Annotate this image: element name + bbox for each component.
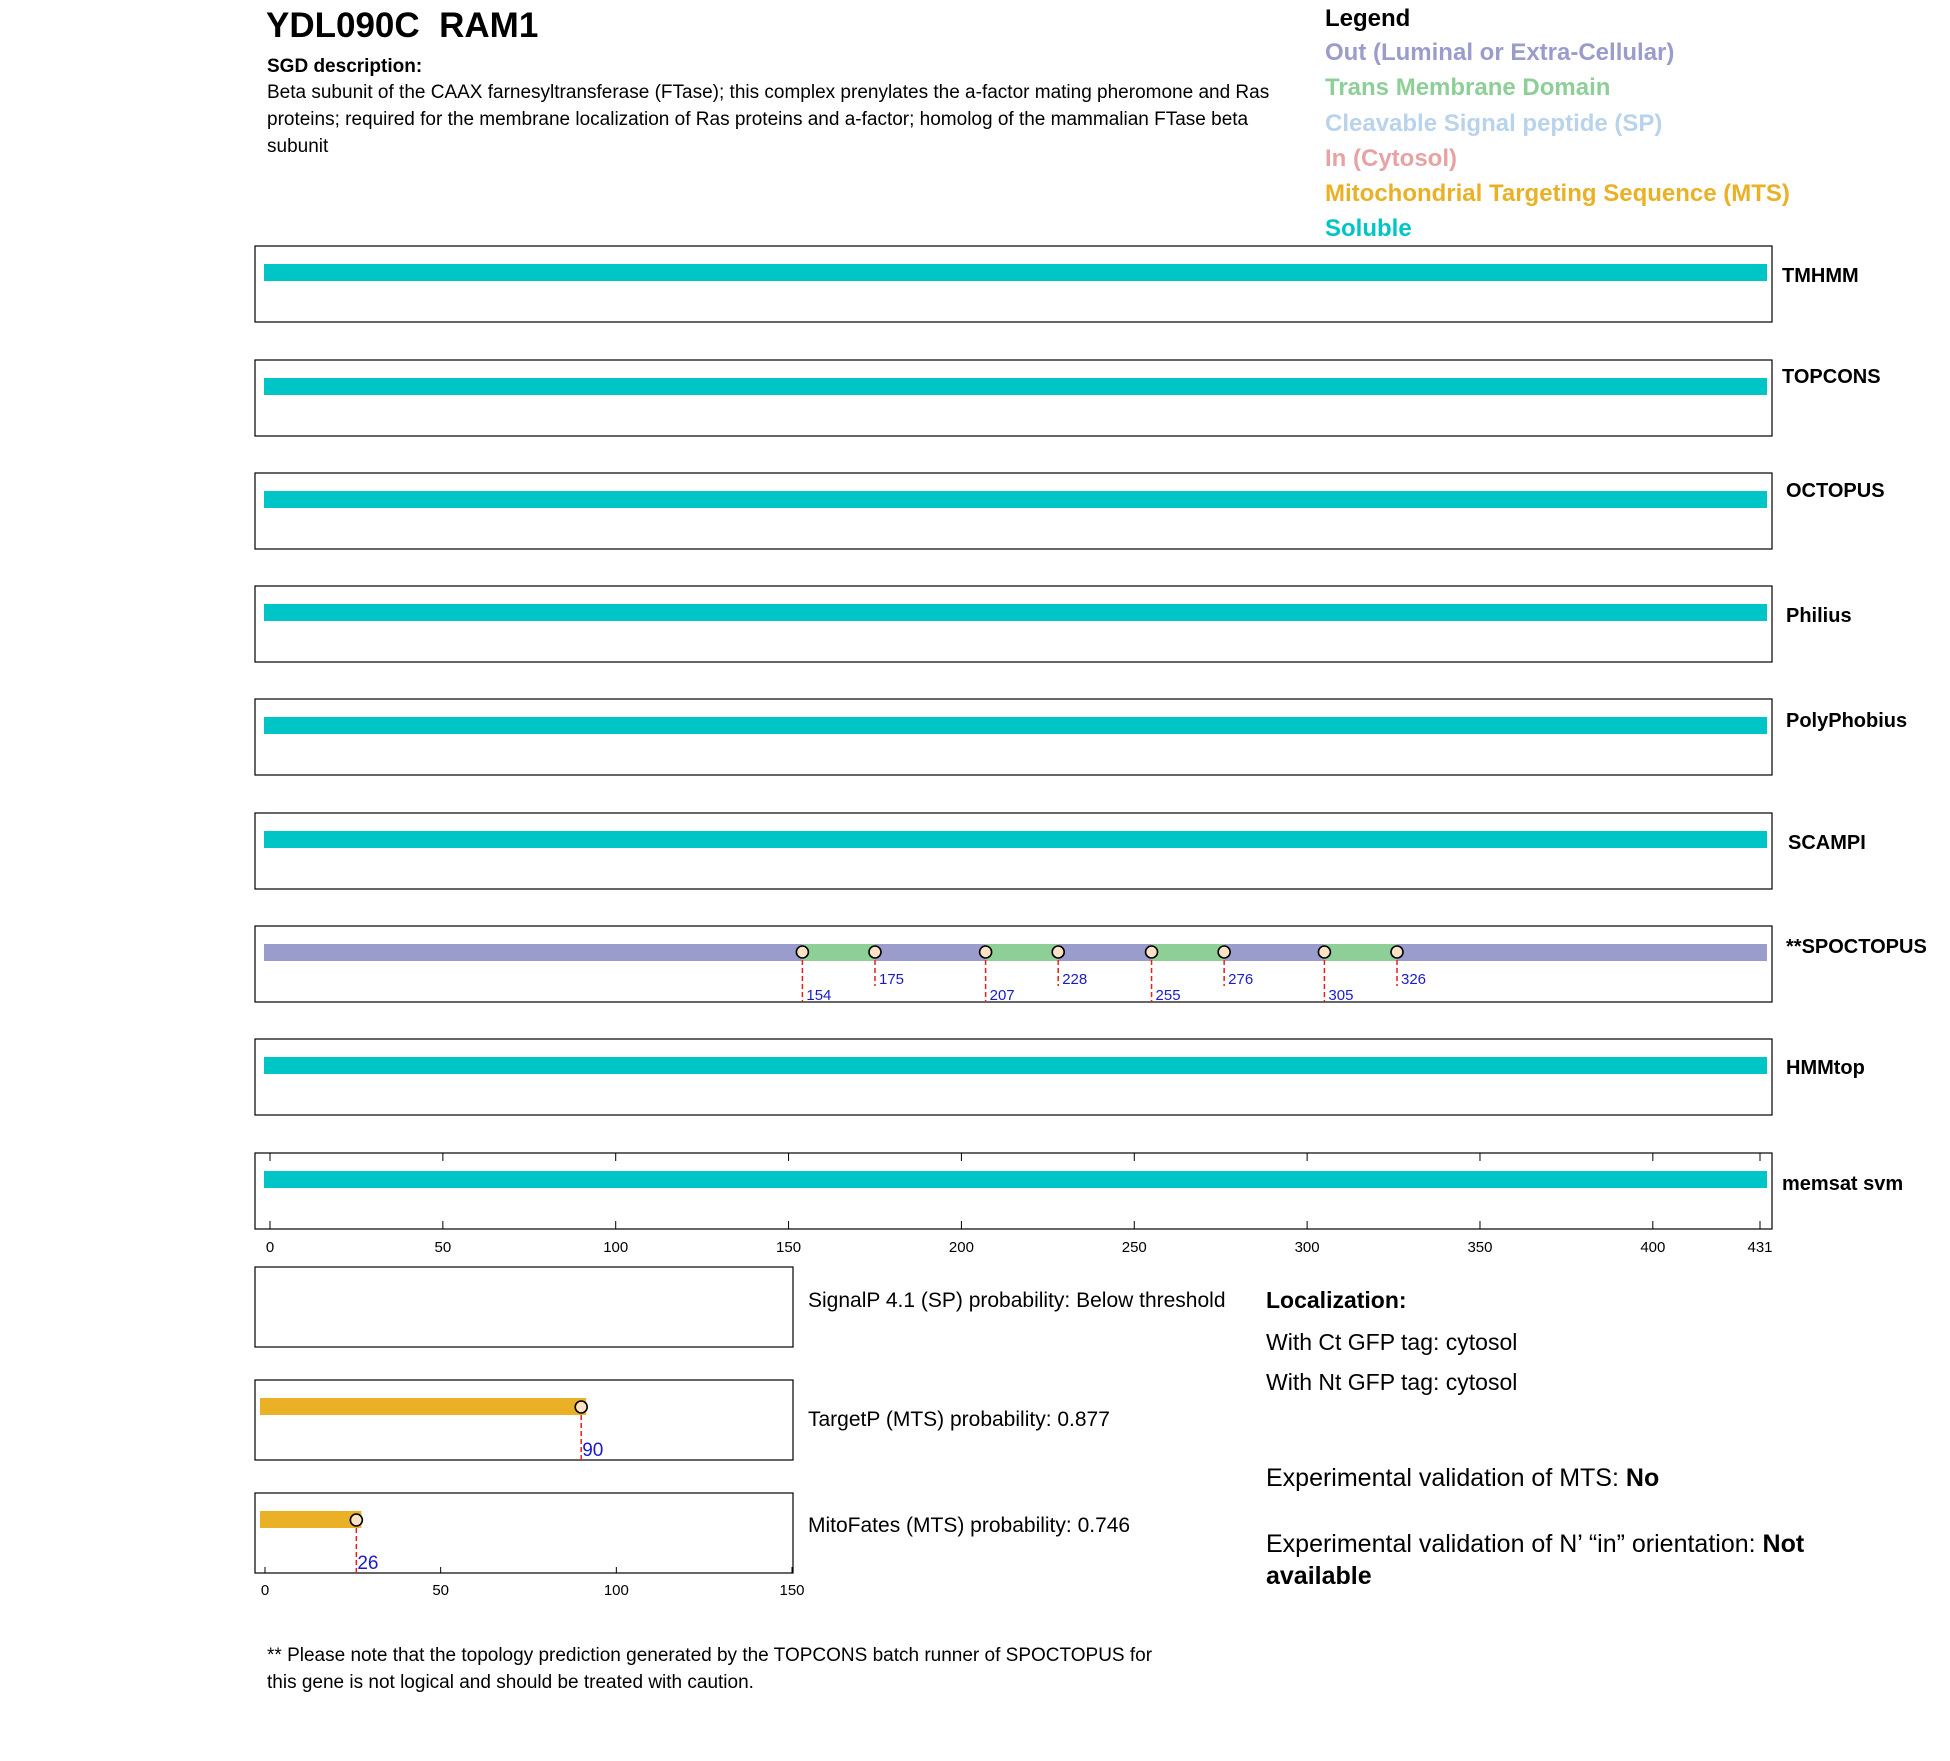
track-label: TOPCONS [1782, 366, 1881, 388]
legend-title: Legend [1325, 5, 1411, 32]
orientation-validation-prefix: Experimental validation of N’ “in” orientation: [1266, 1530, 1763, 1558]
track-label: Philius [1786, 605, 1852, 627]
legend-item-sp: Cleavable Signal peptide (SP) [1325, 110, 1663, 137]
mts-x-tick-label: 100 [603, 1582, 629, 1599]
signalp-label: SignalP 4.1 (SP) probability: Below threshold [808, 1289, 1226, 1312]
description-text: Beta subunit of the CAAX farnesyltransferase (FTase); this complex prenylates the a-factor mating pheromone and Ras proteins; required for the membrane localization of Ras proteins and a-factor; homolog of the mammalian FTase beta subunit [267, 82, 1270, 157]
x-tick-label: 350 [1467, 1239, 1493, 1256]
localization-ct: With Ct GFP tag: cytosol [1266, 1329, 1518, 1355]
legend-item-in: In (Cytosol) [1325, 145, 1457, 172]
legend-item-out: Out (Luminal or Extra-Cellular) [1325, 39, 1675, 66]
marker-label: 255 [1155, 987, 1181, 1004]
track-label: HMMtop [1786, 1057, 1865, 1079]
x-tick-label: 50 [434, 1239, 452, 1256]
gene-title: YDL090C RAM1 [266, 6, 539, 45]
mts-x-tick-label: 150 [779, 1582, 805, 1599]
x-tick-label: 150 [776, 1239, 802, 1256]
legend-item-soluble: Soluble [1325, 215, 1412, 242]
mts-marker-dot [350, 1514, 362, 1526]
mts-validation-prefix: Experimental validation of MTS: [1266, 1464, 1626, 1492]
x-tick-label: 200 [948, 1239, 974, 1256]
targetp-label: TargetP (MTS) probability: 0.877 [808, 1408, 1110, 1431]
track-label: **SPOCTOPUS [1786, 936, 1927, 958]
mts-bar [260, 1398, 586, 1415]
track-label: PolyPhobius [1786, 710, 1908, 732]
mts-frame [255, 1493, 793, 1573]
x-tick-label: 250 [1121, 1239, 1147, 1256]
marker-label: 154 [806, 987, 832, 1004]
track-label: TMHMM [1782, 265, 1859, 287]
marker-label: 276 [1228, 971, 1254, 988]
x-tick-label: 431 [1747, 1239, 1773, 1256]
mts-validation [1266, 1464, 1659, 1493]
orientation-validation-value-cont: available [1266, 1562, 1372, 1590]
x-tick-label: 0 [265, 1239, 275, 1256]
localization-nt: With Nt GFP tag: cytosol [1266, 1369, 1518, 1395]
legend-item-mts: Mitochondrial Targeting Sequence (MTS) [1325, 180, 1790, 207]
mts-frame [255, 1267, 793, 1347]
marker-label: 228 [1062, 971, 1088, 988]
track-label: OCTOPUS [1786, 480, 1885, 502]
track-label: memsat svm [1782, 1173, 1904, 1195]
mts-marker-label: 26 [357, 1553, 379, 1574]
marker-label: 305 [1328, 987, 1354, 1004]
mts-x-tick-label: 0 [260, 1582, 270, 1599]
mts-marker-dot [575, 1401, 587, 1413]
x-tick-label: 400 [1640, 1239, 1666, 1256]
caution-note: ** Please note that the topology prediction generated by the TOPCONS batch runner of SPOCTOPUS for this gene is not logical and should be treated with caution. [267, 1645, 1153, 1693]
track-label: SCAMPI [1788, 832, 1866, 854]
marker-label: 175 [878, 971, 905, 988]
marker-label: 326 [1401, 971, 1427, 988]
mitofates-label: MitoFates (MTS) probability: 0.746 [808, 1514, 1131, 1537]
legend-item-tm: Trans Membrane Domain [1325, 74, 1611, 101]
localization-title: Localization: [1266, 1287, 1407, 1313]
x-tick-label: 100 [603, 1239, 629, 1256]
x-tick-label: 300 [1294, 1239, 1320, 1256]
mts-bar [260, 1511, 361, 1528]
mts-x-tick-label: 50 [432, 1582, 450, 1599]
mts-marker-label: 90 [582, 1440, 604, 1461]
marker-label: 207 [989, 987, 1015, 1004]
mts-validation-value: No [1625, 1464, 1660, 1492]
orientation-validation [1266, 1530, 1804, 1559]
mts-frame [255, 1380, 793, 1460]
orientation-validation-value: Not [1762, 1530, 1805, 1558]
description-heading: SGD description: [267, 56, 423, 77]
